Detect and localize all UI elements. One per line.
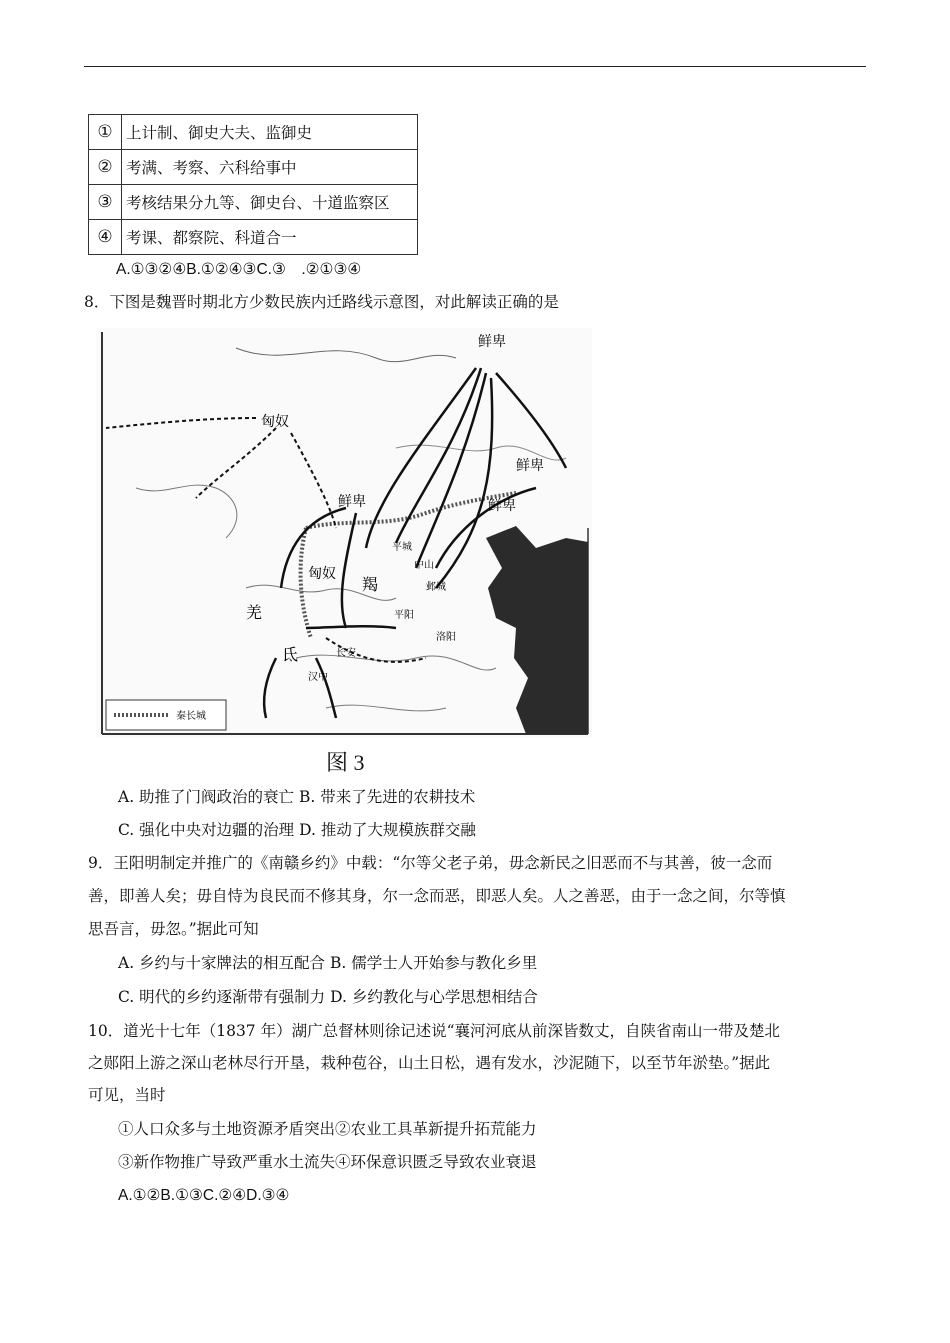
migration-map-svg (96, 328, 592, 738)
q10-answer-options: A.①②B.①③C.②④D.③④ (118, 1187, 290, 1204)
row-text: 上计制、御史大夫、监御史 (122, 115, 418, 150)
row-number: ③ (89, 185, 122, 220)
q9-stem-line1: 9．王阳明制定并推广的《南赣乡约》中载：“尔等父老子弟，毋念新民之旧恶而不与其善，彼一念而 (88, 854, 773, 872)
label-jie: 羯 (362, 577, 379, 594)
label-xianbei-center: 鲜卑 (338, 495, 366, 510)
label-luoyang: 洛阳 (436, 632, 456, 643)
row-number: ④ (89, 220, 122, 255)
q9-options-ab: A. 乡约与十家牌法的相互配合 B. 儒学士人开始参与教化乡里 (118, 954, 538, 972)
q10-statements-34: ③新作物推广导致严重水土流失④环保意识匮乏导致农业衰退 (118, 1153, 537, 1171)
options-table (88, 114, 418, 255)
q8-options-ab: A. 助推了门阀政治的衰亡 B. 带来了先进的农耕技术 (118, 788, 476, 806)
label-pingcheng: 平城 (392, 542, 412, 553)
label-di: 氐 (282, 647, 299, 664)
table-row (89, 115, 418, 150)
label-yecheng: 邺城 (426, 582, 446, 593)
label-changan: 长安 (336, 648, 356, 659)
table-row (89, 150, 418, 185)
label-xianbei-east: 鲜卑 (516, 459, 544, 474)
row-text: 考核结果分九等、御史台、十道监察区 (122, 185, 418, 220)
q9-options-cd: C. 明代的乡约逐渐带有强制力 D. 乡约教化与心学思想相结合 (118, 988, 538, 1006)
row-number: ② (89, 150, 122, 185)
label-pingyang: 平阳 (394, 610, 414, 621)
label-xianbei-north: 鲜卑 (478, 335, 506, 350)
header-rule (84, 66, 866, 67)
label-xiongnu-north: 匈奴 (261, 415, 289, 430)
q9-stem-line2: 善，即善人矣；毋自恃为良民而不修其身，尔一念而恶，即恶人矣。人之善恶，由于一念之间，尔等慎 (88, 887, 786, 905)
label-hanzhong: 汉中 (308, 672, 328, 683)
label-xiongnu-center: 匈奴 (308, 567, 336, 582)
q8-options-cd: C. 强化中央对边疆的治理 D. 推动了大规模族群交融 (118, 821, 476, 839)
figure-caption: 图 3 (326, 750, 365, 775)
label-zhongshan: 中山 (414, 560, 434, 571)
row-text: 考课、都察院、科道合一 (122, 220, 418, 255)
q10-stem-line2: 之郧阳上游之深山老林尽行开垦，栽种苞谷，山土日松，遇有发水，沙泥随下，以至节年淤垫。”据此 (88, 1054, 771, 1072)
legend-great-wall: 秦长城 (176, 711, 206, 722)
row-number: ① (89, 115, 122, 150)
q7-answer-options: A.①③②④B.①②④③C.③ .②①③④ (116, 261, 362, 278)
label-xianbei-mid: 鲜卑 (488, 499, 516, 514)
migration-map (96, 328, 592, 738)
q10-stem-line1: 10．道光十七年（1837 年）湖广总督林则徐记述说“襄河河底从前深皆数丈，自陕省南山一带及楚北 (88, 1022, 781, 1040)
q9-stem-line3: 思吾言，毋忽。”据此可知 (88, 920, 259, 938)
q10-statements-12: ①人口众多与土地资源矛盾突出②农业工具革新提升拓荒能力 (118, 1120, 537, 1138)
table-row (89, 220, 418, 255)
q8-stem: 8．下图是魏晋时期北方少数民族内迁路线示意图，对此解读正确的是 (84, 293, 559, 311)
q10-stem-line3: 可见，当时 (88, 1086, 166, 1104)
label-qiang: 羌 (246, 605, 263, 622)
row-text: 考满、考察、六科给事中 (122, 150, 418, 185)
table-row (89, 185, 418, 220)
